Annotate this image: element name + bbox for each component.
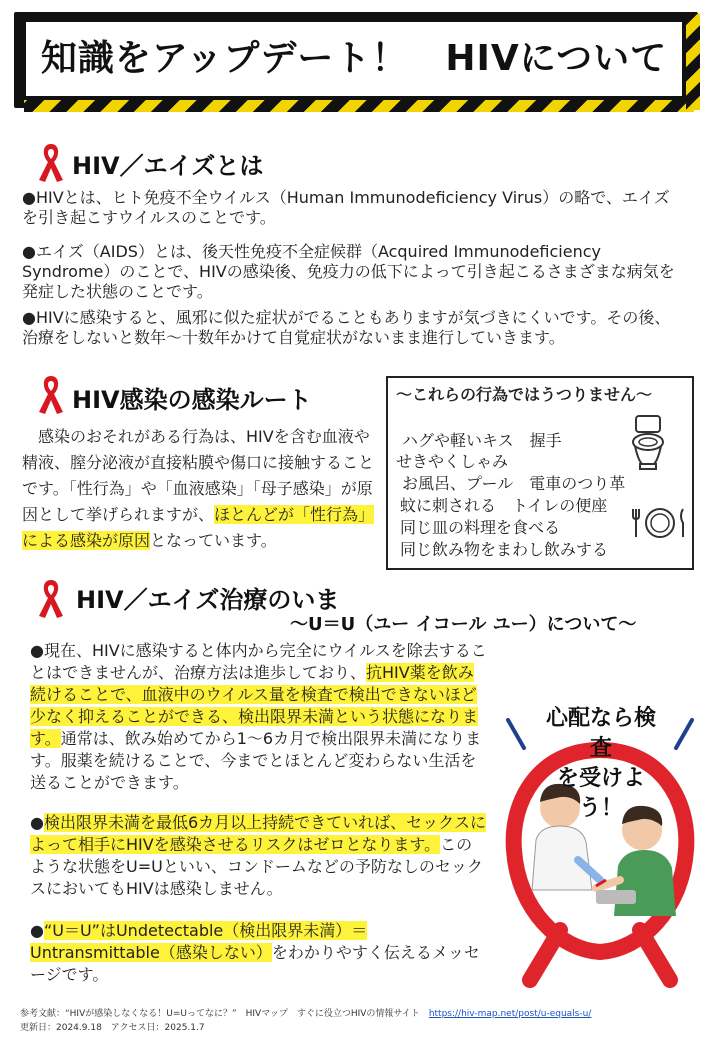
section-heading-hiv-aids: HIV／エイズとは bbox=[72, 152, 264, 180]
footer-dates: 更新日：2024.9.18 アクセス日：2025.1.7 bbox=[20, 1023, 205, 1033]
paragraph-symptoms: ●HIVに感染すると、風邪に似た症状がでることもありますが気づきにくいです。その後、治療をしないと数年〜十数年かけて自覚症状がないまま進行していきます。 bbox=[22, 308, 671, 347]
paragraph-treatment bbox=[30, 640, 488, 794]
treatment-text-end: 通常は、飲み始めてから1〜6カ月で検出限界未満になります。服薬を続けることで、今までとほとんど変わらない生活を送ることができます。 bbox=[30, 729, 482, 792]
not-transmitted-item: お風呂、プール 電車のつり革 bbox=[402, 474, 626, 493]
tableware-icon bbox=[630, 506, 690, 540]
zero-risk-bullet: ● bbox=[30, 813, 44, 832]
footer-reference-label: 参考文献：“HIVが感染しなくなる！U=Uってなに？” HIVマップ すぐに役立つHIVの情報サイト bbox=[20, 1009, 420, 1019]
treatment-text: ●現在、HIVに感染すると体内から完全にウイルスを除去することはできませんが、治療方法は進歩しており、 bbox=[30, 641, 487, 682]
not-transmitted-item: ハグや軽いキス 握手 bbox=[402, 431, 562, 450]
testing-callout bbox=[536, 704, 666, 824]
testing-callout-line: 心配なら検査 bbox=[545, 706, 656, 761]
section-subheading-uu: 〜U＝U（ユー イコール ユー）について〜 bbox=[290, 614, 637, 635]
paragraph-hiv-definition: ●HIVとは、ヒト免疫不全ウイルス（Human Immunodeficiency Virus）の略で、エイズを引き起こすウイルスのことです。 bbox=[22, 188, 670, 227]
not-transmitted-item: 蚊に刺される トイレの便座 bbox=[400, 496, 608, 515]
not-transmitted-item: 同じ皿の料理を食べる bbox=[400, 518, 561, 537]
red-ribbon-icon bbox=[36, 576, 66, 620]
section-heading-infection-route: HIV感染の感染ルート bbox=[72, 386, 312, 414]
uu-bullet: ● bbox=[30, 921, 44, 940]
page-title: 知識をアップデート！ HIVについて bbox=[40, 38, 668, 79]
not-transmitted-item: 同じ飲み物をまわし飲みする bbox=[400, 540, 609, 559]
not-transmitted-heading: 〜これらの行為ではうつりません〜 bbox=[396, 385, 653, 404]
treatment-highlight: 抗HIV薬を飲み続けることで、血液中のウイルス量を検査で検出できないほど少なく抑えることができる、検出限界未満という状態になります。 bbox=[30, 663, 479, 748]
hazard-stripe-right bbox=[686, 14, 700, 110]
footer-reference bbox=[20, 1006, 591, 1019]
paragraph-infection-route bbox=[22, 424, 382, 554]
uu-highlight: “U＝U”はUndetectable（検出限界未満）＝Untransmittable（感染しない） bbox=[30, 921, 368, 962]
not-transmitted-item: せきやくしゃみ bbox=[396, 452, 509, 471]
toilet-icon bbox=[630, 414, 666, 472]
section-heading-treatment: HIV／エイズ治療のいま bbox=[76, 586, 340, 614]
red-ribbon-icon bbox=[36, 372, 66, 416]
paragraph-zero-risk bbox=[30, 812, 488, 900]
uu-text: をわかりやすく伝えるメッセージです。 bbox=[30, 943, 480, 984]
footer-reference-link[interactable]: https://hiv-map.net/post/u-equals-u/ bbox=[428, 1009, 592, 1019]
infection-route-text: 感染のおそれがある行為は、HIVを含む血液や精液、膣分泌液が直接粘膜や傷口に接触することです。「性行為」や「血液感染」「母子感染」が原因として挙げられますが、 bbox=[22, 427, 375, 524]
paragraph-uu-message bbox=[30, 920, 488, 986]
zero-risk-text: このような状態をU=Uといい、コンドームなどの予防なしのセックスにおいてもHIVは感染しません。 bbox=[30, 835, 483, 898]
paragraph-aids-definition: ●エイズ（AIDS）とは、後天性免疫不全症候群（Acquired Immunodeficiency Syndrome）のことで、HIVの感染後、免疫力の低下によって引き起こるさまざまな病気を発症した状態のことです。 bbox=[22, 242, 675, 301]
hazard-stripe-bottom bbox=[24, 100, 694, 112]
infection-route-highlight: ほとんどが「性行為」による感染が原因 bbox=[22, 505, 375, 550]
testing-callout-line: を受けよう！ bbox=[556, 766, 645, 821]
zero-risk-highlight: 検出限界未満を最低6カ月以上持続できていれば、セックスによって相手にHIVを感染させるリスクはゼロとなります。 bbox=[30, 813, 486, 854]
infection-route-text-end: となっています。 bbox=[150, 531, 277, 550]
red-ribbon-icon bbox=[36, 140, 66, 184]
